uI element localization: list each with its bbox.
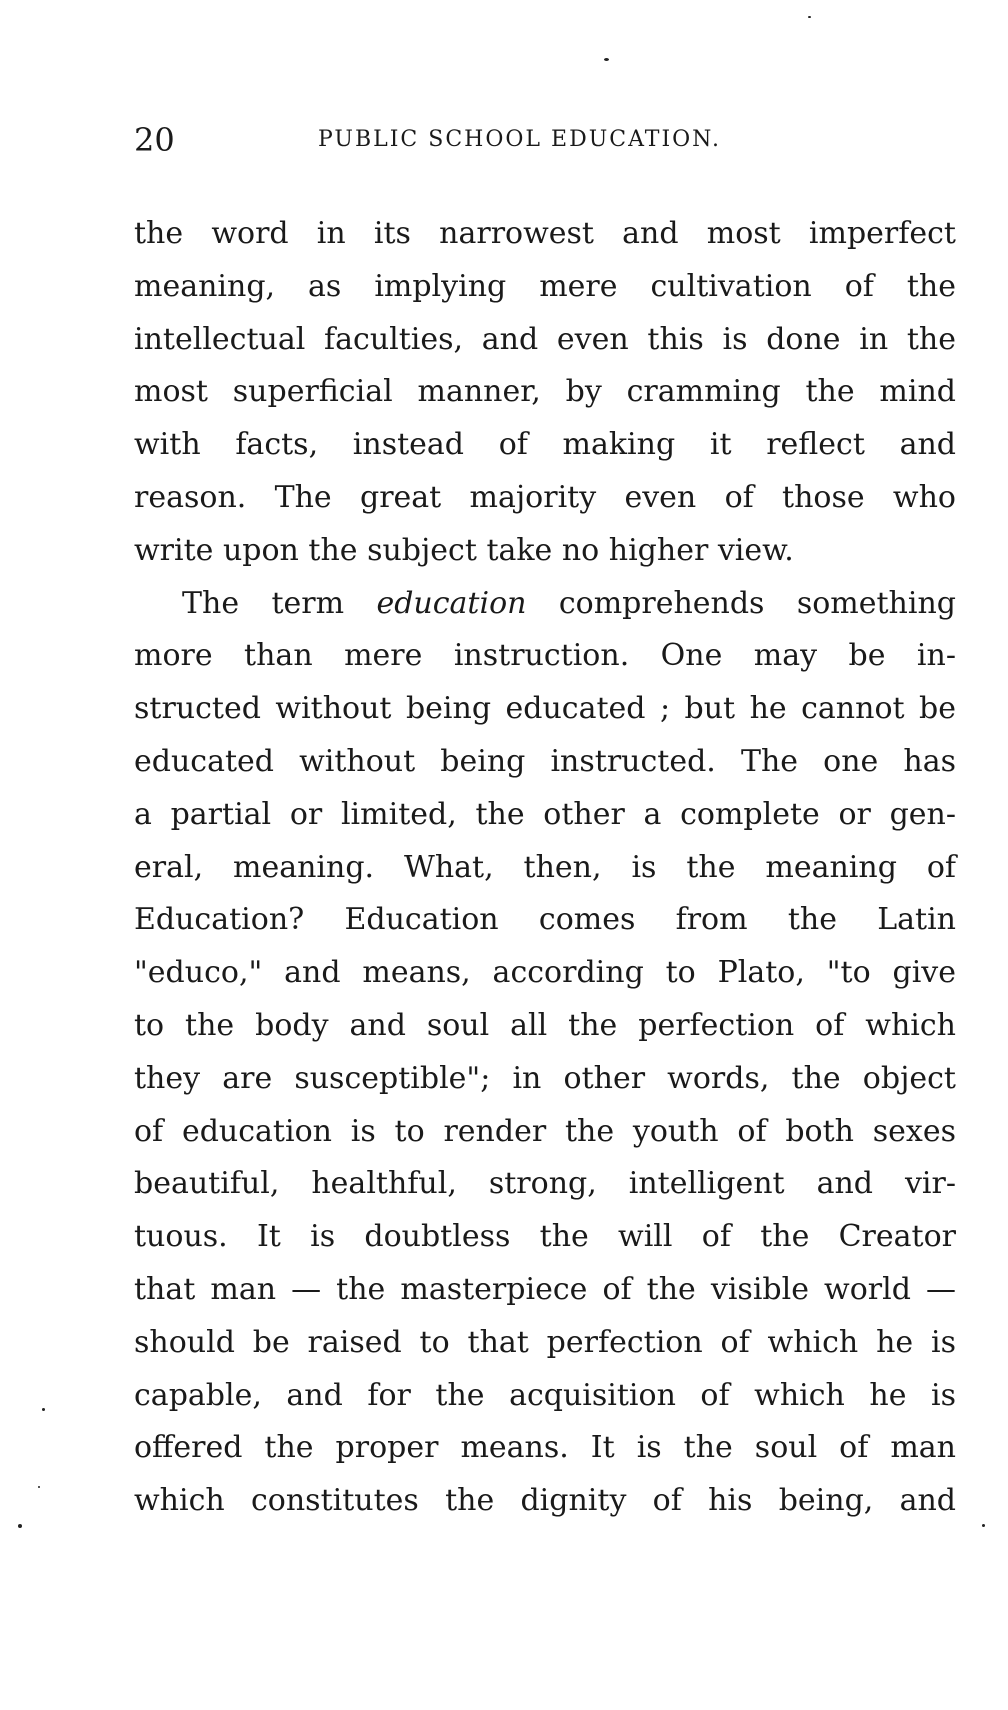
text-line: structed without being educated ; but he cannot be	[134, 691, 956, 727]
text-line: most superficial manner, by cramming the mind	[134, 374, 956, 410]
ink-speck	[42, 1408, 45, 1411]
text-line: more than mere instruction. One may be in-	[134, 638, 956, 674]
text-run: The term	[182, 585, 377, 621]
text-line: educated without being instructed. The one has	[134, 743, 956, 779]
text-line: beautiful, healthful, strong, intelligent and vir-	[134, 1166, 956, 1202]
text-run: comprehends something	[526, 585, 956, 621]
text-line: reason. The great majority even of those who	[134, 479, 956, 515]
text-line: meaning, as implying mere cultivation of the	[134, 268, 956, 304]
paragraph-2	[134, 578, 956, 1528]
text-line	[134, 578, 956, 631]
text-line: offered the proper means. It is the soul of man	[134, 1430, 956, 1466]
text-line: should be raised to that perfection of which he is	[134, 1324, 956, 1360]
text-line: with facts, instead of making it reflect and	[134, 427, 956, 463]
ink-speck	[808, 16, 811, 18]
text-line: to the body and soul all the perfection of which	[134, 1007, 956, 1043]
body-text	[134, 208, 956, 1528]
text-line: write upon the subject take no higher view.	[134, 532, 794, 568]
paragraph-1	[134, 208, 956, 578]
ink-speck	[604, 58, 609, 61]
text-line: the word in its narrowest and most imperfect	[134, 216, 956, 251]
text-line: tuous. It is doubtless the will of the Creator	[134, 1219, 956, 1255]
text-line: capable, and for the acquisition of which he is	[134, 1377, 956, 1413]
ink-speck	[982, 1524, 985, 1527]
text-line: that man — the masterpiece of the visible world —	[134, 1271, 956, 1307]
page-number: 20	[134, 121, 175, 159]
running-title: PUBLIC SCHOOL EDUCATION.	[318, 127, 722, 152]
text-line: they are susceptible"; in other words, the object	[134, 1060, 956, 1096]
text-line: Education? Education comes from the Latin	[134, 902, 956, 938]
italic-term: education	[376, 585, 527, 621]
page-header	[134, 120, 954, 160]
text-line: a partial or limited, the other a complete or gen-	[134, 796, 956, 832]
text-line: eral, meaning. What, then, is the meaning of	[134, 849, 956, 885]
ink-speck	[18, 1524, 22, 1528]
ink-speck	[38, 1486, 40, 1488]
text-line: which constitutes the dignity of his being, and	[134, 1483, 956, 1519]
text-line: "educo," and means, according to Plato, "to give	[134, 955, 956, 991]
text-line: of education is to render the youth of both sexes	[134, 1113, 956, 1149]
text-line: intellectual faculties, and even this is done in the	[134, 321, 956, 357]
